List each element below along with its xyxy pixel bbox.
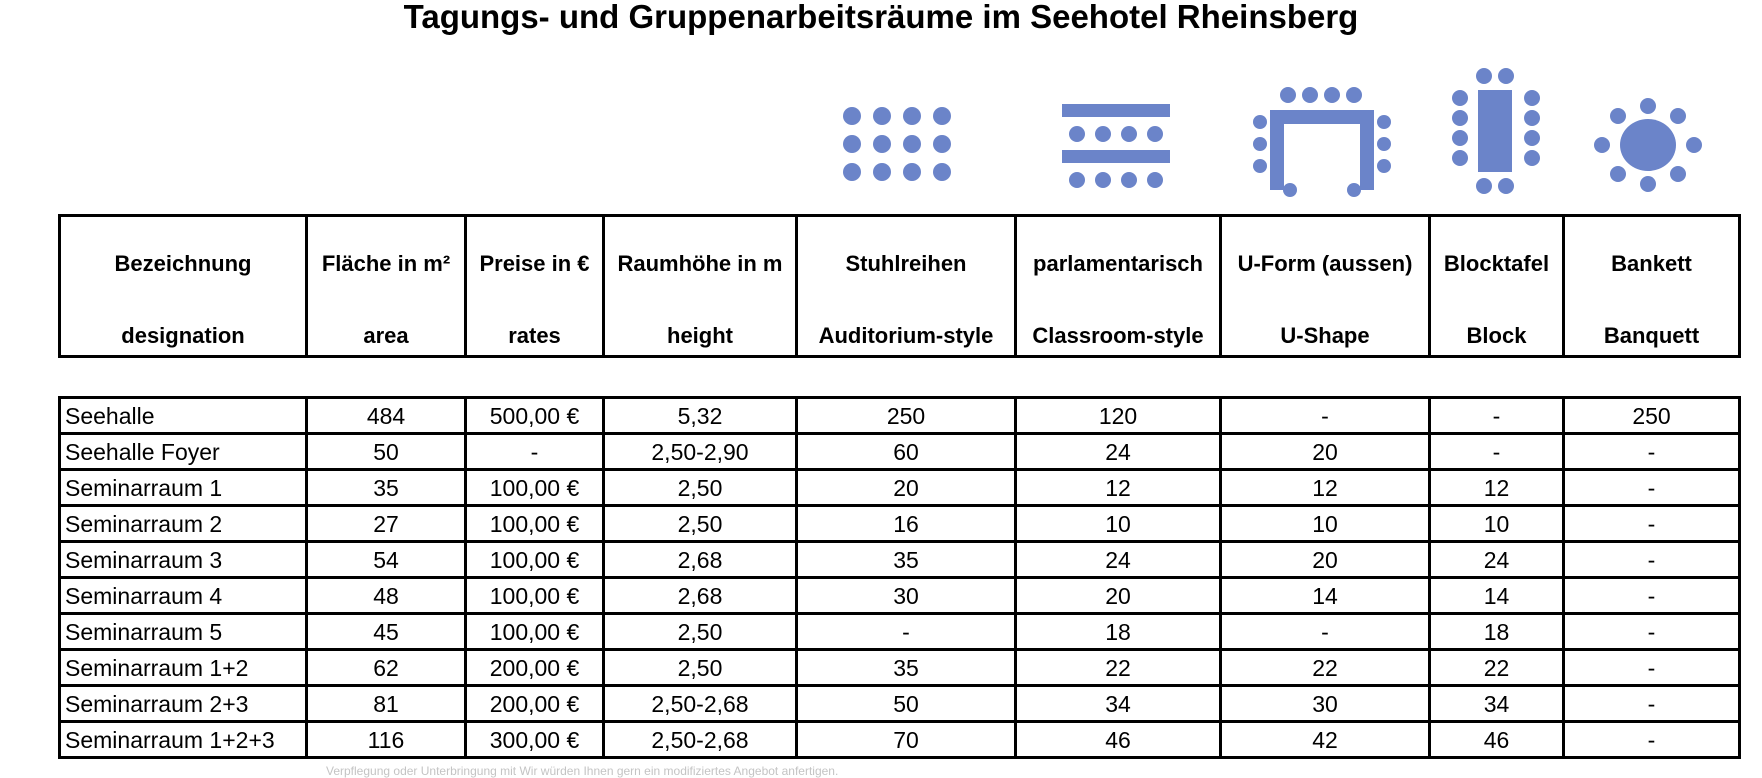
room-name-cell: Seminarraum 3 bbox=[60, 542, 307, 578]
u-shape-cell: 30 bbox=[1221, 686, 1430, 722]
header-label-de: U-Form (aussen) bbox=[1237, 251, 1413, 276]
page-title: Tagungs- und Gruppenarbeitsräume im Seehotel Rheinsberg bbox=[403, 0, 1359, 35]
classroom-cell: 18 bbox=[1016, 614, 1221, 650]
auditorium-cell: 35 bbox=[797, 650, 1016, 686]
header-cell bbox=[797, 216, 1016, 357]
header-label-de: parlamentarisch bbox=[1033, 251, 1203, 276]
height-cell: 2,50 bbox=[604, 506, 797, 542]
room-name-cell: Seehalle bbox=[60, 398, 307, 434]
height-cell: 2,50 bbox=[604, 470, 797, 506]
area-cell: 116 bbox=[307, 722, 466, 758]
header-label-de: Blocktafel bbox=[1443, 251, 1550, 276]
classroom-cell: 120 bbox=[1016, 398, 1221, 434]
footnote: Verpflegung oder Unterbringung mit Wir würden Ihnen gern ein modifiziertes Angebot anfertigen. bbox=[326, 764, 839, 778]
rate-cell: 200,00 € bbox=[466, 686, 604, 722]
area-cell: 27 bbox=[307, 506, 466, 542]
banquet-cell: - bbox=[1564, 650, 1740, 686]
header-label-en: height bbox=[667, 323, 733, 348]
table-row bbox=[60, 470, 1740, 506]
header-label-de: Stuhlreihen bbox=[845, 251, 967, 276]
table-row bbox=[60, 686, 1740, 722]
auditorium-cell: - bbox=[797, 614, 1016, 650]
banquet-cell: - bbox=[1564, 470, 1740, 506]
u-shape-cell: 20 bbox=[1221, 434, 1430, 470]
rooms-table bbox=[58, 396, 1741, 759]
height-cell: 5,32 bbox=[604, 398, 797, 434]
u-shape-cell: 20 bbox=[1221, 542, 1430, 578]
height-cell: 2,68 bbox=[604, 542, 797, 578]
block-cell: 24 bbox=[1430, 542, 1564, 578]
table-row bbox=[60, 614, 1740, 650]
rate-cell: 200,00 € bbox=[466, 650, 604, 686]
banquet-cell: - bbox=[1564, 434, 1740, 470]
block-cell: 14 bbox=[1430, 578, 1564, 614]
table-row bbox=[60, 542, 1740, 578]
rate-cell: 100,00 € bbox=[466, 542, 604, 578]
height-cell: 2,50 bbox=[604, 650, 797, 686]
header-label-de: Raumhöhe in m bbox=[617, 251, 783, 276]
area-cell: 35 bbox=[307, 470, 466, 506]
rate-cell: 100,00 € bbox=[466, 614, 604, 650]
block-cell: 22 bbox=[1430, 650, 1564, 686]
classroom-cell: 24 bbox=[1016, 542, 1221, 578]
area-cell: 62 bbox=[307, 650, 466, 686]
header-label-en: area bbox=[363, 323, 409, 348]
auditorium-cell: 60 bbox=[797, 434, 1016, 470]
area-cell: 45 bbox=[307, 614, 466, 650]
rate-cell: - bbox=[466, 434, 604, 470]
height-cell: 2,50 bbox=[604, 614, 797, 650]
header-label-de: Preise in € bbox=[479, 251, 590, 276]
header-cell bbox=[466, 216, 604, 357]
u-shape-cell: 22 bbox=[1221, 650, 1430, 686]
auditorium-cell: 250 bbox=[797, 398, 1016, 434]
block-cell: 12 bbox=[1430, 470, 1564, 506]
block-cell: 46 bbox=[1430, 722, 1564, 758]
block-cell: 10 bbox=[1430, 506, 1564, 542]
area-cell: 81 bbox=[307, 686, 466, 722]
banquet-cell: - bbox=[1564, 506, 1740, 542]
header-label-en: rates bbox=[508, 323, 561, 348]
banquet-cell: 250 bbox=[1564, 398, 1740, 434]
header-label-en: Banquett bbox=[1603, 323, 1700, 348]
header-cell bbox=[307, 216, 466, 357]
u-shape-cell: 14 bbox=[1221, 578, 1430, 614]
height-cell: 2,50-2,68 bbox=[604, 686, 797, 722]
height-cell: 2,50-2,90 bbox=[604, 434, 797, 470]
room-name-cell: Seminarraum 1+2 bbox=[60, 650, 307, 686]
table-row bbox=[60, 578, 1740, 614]
auditorium-icon bbox=[838, 104, 968, 190]
rate-cell: 300,00 € bbox=[466, 722, 604, 758]
height-cell: 2,50-2,68 bbox=[604, 722, 797, 758]
header-label-en: Block bbox=[1466, 323, 1527, 348]
room-name-cell: Seminarraum 1 bbox=[60, 470, 307, 506]
room-name-cell: Seminarraum 5 bbox=[60, 614, 307, 650]
classroom-cell: 10 bbox=[1016, 506, 1221, 542]
header-row bbox=[60, 216, 1740, 357]
header-label-en: Auditorium-style bbox=[818, 323, 994, 348]
header-label-de: Fläche in m² bbox=[321, 251, 451, 276]
classroom-icon bbox=[1060, 104, 1172, 194]
room-name-cell: Seminarraum 4 bbox=[60, 578, 307, 614]
header-cell bbox=[1430, 216, 1564, 357]
area-cell: 54 bbox=[307, 542, 466, 578]
u-shape-cell: 12 bbox=[1221, 470, 1430, 506]
auditorium-cell: 70 bbox=[797, 722, 1016, 758]
banquet-icon bbox=[1592, 98, 1704, 192]
banquet-cell: - bbox=[1564, 614, 1740, 650]
area-cell: 50 bbox=[307, 434, 466, 470]
block-cell: - bbox=[1430, 434, 1564, 470]
u-shape-cell: 42 bbox=[1221, 722, 1430, 758]
block-table-icon bbox=[1448, 68, 1544, 194]
table-row bbox=[60, 722, 1740, 758]
header-cell bbox=[1221, 216, 1430, 357]
rate-cell: 100,00 € bbox=[466, 578, 604, 614]
header-label-en: U-Shape bbox=[1280, 323, 1370, 348]
table-row bbox=[60, 506, 1740, 542]
classroom-cell: 46 bbox=[1016, 722, 1221, 758]
classroom-cell: 24 bbox=[1016, 434, 1221, 470]
rate-cell: 100,00 € bbox=[466, 470, 604, 506]
room-name-cell: Seehalle Foyer bbox=[60, 434, 307, 470]
header-label-en: designation bbox=[121, 323, 245, 348]
block-cell: - bbox=[1430, 398, 1564, 434]
auditorium-cell: 30 bbox=[797, 578, 1016, 614]
classroom-cell: 12 bbox=[1016, 470, 1221, 506]
table-row bbox=[60, 398, 1740, 434]
header-cell bbox=[1564, 216, 1740, 357]
block-cell: 18 bbox=[1430, 614, 1564, 650]
u-shape-cell: 10 bbox=[1221, 506, 1430, 542]
table-row bbox=[60, 434, 1740, 470]
banquet-cell: - bbox=[1564, 722, 1740, 758]
u-shape-icon bbox=[1252, 86, 1392, 198]
header-table bbox=[58, 214, 1741, 358]
table-row bbox=[60, 650, 1740, 686]
rate-cell: 100,00 € bbox=[466, 506, 604, 542]
banquet-cell: - bbox=[1564, 686, 1740, 722]
classroom-cell: 22 bbox=[1016, 650, 1221, 686]
room-name-cell: Seminarraum 2+3 bbox=[60, 686, 307, 722]
auditorium-cell: 35 bbox=[797, 542, 1016, 578]
area-cell: 484 bbox=[307, 398, 466, 434]
banquet-cell: - bbox=[1564, 578, 1740, 614]
room-name-cell: Seminarraum 1+2+3 bbox=[60, 722, 307, 758]
header-label-de: Bankett bbox=[1611, 251, 1692, 276]
seating-icons bbox=[0, 60, 1762, 200]
classroom-cell: 20 bbox=[1016, 578, 1221, 614]
header-label-de: Bezeichnung bbox=[114, 251, 252, 276]
classroom-cell: 34 bbox=[1016, 686, 1221, 722]
header-cell bbox=[60, 216, 307, 357]
area-cell: 48 bbox=[307, 578, 466, 614]
banquet-cell: - bbox=[1564, 542, 1740, 578]
block-cell: 34 bbox=[1430, 686, 1564, 722]
header-cell bbox=[1016, 216, 1221, 357]
room-name-cell: Seminarraum 2 bbox=[60, 506, 307, 542]
height-cell: 2,68 bbox=[604, 578, 797, 614]
auditorium-cell: 16 bbox=[797, 506, 1016, 542]
u-shape-cell: - bbox=[1221, 398, 1430, 434]
header-cell bbox=[604, 216, 797, 357]
auditorium-cell: 50 bbox=[797, 686, 1016, 722]
header-label-en: Classroom-style bbox=[1032, 323, 1204, 348]
rate-cell: 500,00 € bbox=[466, 398, 604, 434]
u-shape-cell: - bbox=[1221, 614, 1430, 650]
auditorium-cell: 20 bbox=[797, 470, 1016, 506]
